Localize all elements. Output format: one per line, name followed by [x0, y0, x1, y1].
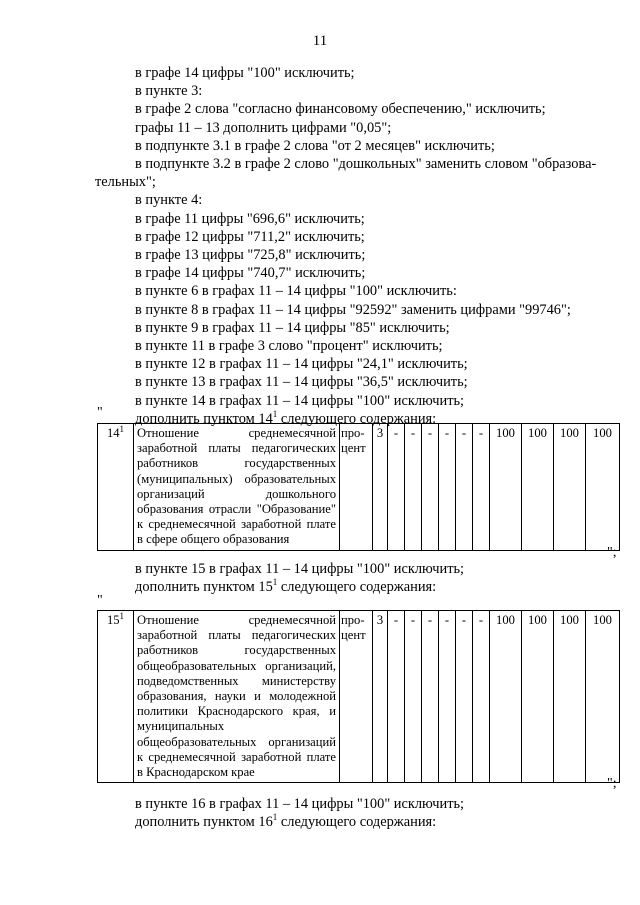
- amendment-line: в графе 11 цифры "696,6" исключить;: [135, 210, 365, 227]
- table-cell: 100: [554, 424, 586, 551]
- amendment-line: в пункте 12 в графах 11 – 14 цифры "24,1" исключить;: [135, 356, 468, 373]
- amendment-line: в пункте 13 в графах 11 – 14 цифры "36,5" исключить;: [135, 374, 468, 391]
- row-number: $15^1$: [98, 611, 134, 783]
- amendment-line: графы 11 – 13 дополнить цифрами "0,05";: [135, 119, 392, 136]
- table-cell: -: [473, 611, 490, 783]
- amendment-line: в пункте 4:: [135, 192, 203, 209]
- amendments-list-1: [95, 64, 615, 428]
- table-item-14-1: [97, 423, 620, 551]
- open-quote: ": [97, 405, 103, 420]
- table-cell: 100: [522, 611, 554, 783]
- table-cell: -: [439, 424, 456, 551]
- unit-cell: про- цент: [340, 424, 373, 551]
- table-cell: -: [422, 424, 439, 551]
- table-cell: -: [405, 611, 422, 783]
- indicator-name: Отношение среднемесячной заработной платы педагогических работников государственных (муниципальных) образовательных организаций дошкольного образования отрасли "Образование" к среднемесячной заработной плате в сфере общего образования: [134, 424, 340, 551]
- page-number: 11: [312, 33, 328, 49]
- amendment-line: в графе 14 цифры "100" исключить;: [135, 65, 355, 81]
- table-cell: 100: [586, 611, 620, 783]
- add-item-16-line: дополнить пунктом $16^1$ следующего содержания:: [135, 812, 437, 831]
- open-quote: ": [97, 593, 103, 608]
- table-cell: -: [473, 424, 490, 551]
- amendment-line: в пункте 6 в графах 11 – 14 цифры "100" исключить:: [135, 283, 457, 300]
- amendment-line: в пункте 15 в графах 11 – 14 цифры "100" исключить;: [135, 561, 465, 577]
- table-cell: -: [456, 611, 473, 783]
- table-cell: 3: [373, 611, 388, 783]
- amendment-line: в подпункте 3.1 в графе 2 слова "от 2 месяцев" исключить;: [135, 137, 495, 154]
- amendment-line: в графе 2 слова "согласно финансовому обеспечению," исключить;: [135, 101, 546, 118]
- add-item-14-line: дополнить пунктом $14^1$ следующего содержания:: [135, 409, 437, 427]
- table-cell: 3: [373, 424, 388, 551]
- amendment-line: в пункте 9 в графах 11 – 14 цифры "85" исключить;: [135, 319, 450, 336]
- table-cell: 100: [586, 424, 620, 551]
- table-cell: -: [388, 424, 405, 551]
- amendment-line: в графе 12 цифры "711,2" исключить;: [135, 228, 365, 245]
- indicator-name: Отношение среднемесячной заработной платы педагогических работников государственных общеобразовательных организаций, подведомственных министерству образования, науки и молодежной политики Краснодарского края, и муниципальных общеобразовательных организаций к среднемесячной заработной плате в Краснодарском крае: [134, 611, 340, 783]
- table-item-15-1: [97, 610, 620, 783]
- row-number: $14^1$: [98, 424, 134, 551]
- table-cell: -: [456, 424, 473, 551]
- table-cell: 100: [490, 424, 522, 551]
- amendment-line: в пункте 11 в графе 3 слово "процент" исключить;: [135, 338, 443, 355]
- unit-cell: про- цент: [340, 611, 373, 783]
- table-cell: 100: [522, 424, 554, 551]
- table-cell: -: [439, 611, 456, 783]
- amendment-line: в пункте 14 в графах 11 – 14 цифры "100" исключить;: [135, 392, 465, 409]
- table-cell: 100: [554, 611, 586, 783]
- amendments-list-2: [135, 560, 615, 596]
- close-quote: ";: [607, 776, 617, 791]
- table-cell: -: [422, 611, 439, 783]
- table-cell: 100: [490, 611, 522, 783]
- table-cell: -: [388, 611, 405, 783]
- amendment-line: в пункте 16 в графах 11 – 14 цифры "100" исключить;: [135, 796, 465, 812]
- amendment-line: в графе 14 цифры "740,7" исключить;: [135, 265, 366, 282]
- amendment-line: тельных";: [95, 174, 156, 191]
- amendment-line: в подпункте 3.2 в графе 2 слово "дошкольных" заменить словом "образова-: [135, 156, 597, 173]
- amendment-line: в пункте 8 в графах 11 – 14 цифры "92592" заменить цифрами "99746";: [135, 301, 571, 318]
- amendment-line: в графе 13 цифры "725,8" исключить;: [135, 247, 366, 264]
- add-item-15-line: дополнить пунктом $15^1$ следующего содержания:: [135, 577, 437, 596]
- amendment-line: в пункте 3:: [135, 83, 203, 100]
- amendments-list-3: [135, 795, 615, 831]
- close-quote: ";: [607, 545, 617, 560]
- table-cell: -: [405, 424, 422, 551]
